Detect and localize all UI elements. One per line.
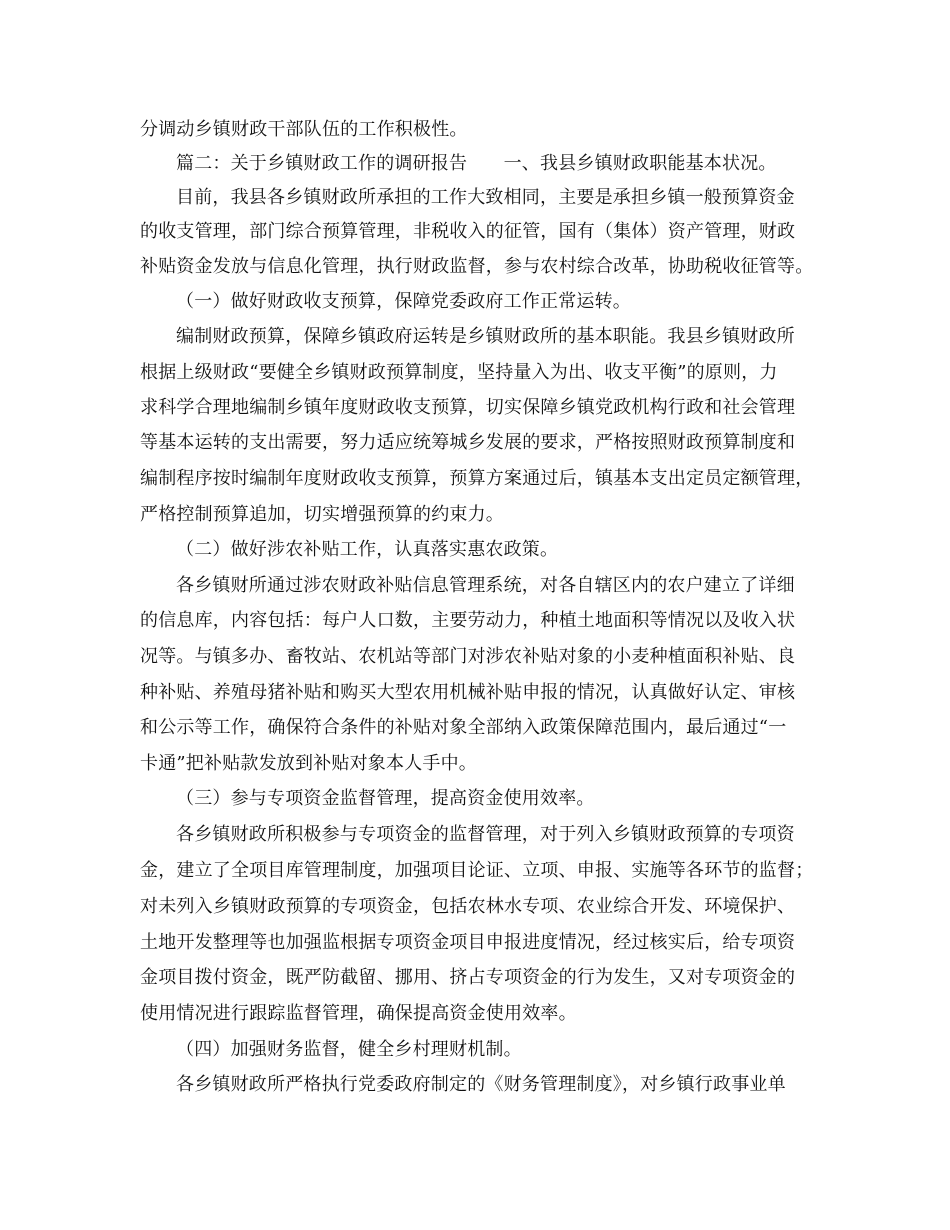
body-text-line: 的收支管理，部门综合预算管理，非税收入的征管，国有（集体）资产管理，财政	[140, 221, 796, 242]
subheading-3: （三）参与专项资金监督管理，提高资金使用效率。	[176, 788, 595, 809]
paragraph-first-line: 各乡镇财所通过涉农财政补贴信息管理系统，对各自辖区内的农户建立了详细	[176, 575, 795, 596]
paragraph-first-line: 目前，我县各乡镇财政所承担的工作大致相同，主要是承担乡镇一般预算资金	[176, 187, 795, 208]
paragraph-first-line: 各乡镇财政所严格执行党委政府制定的《财务管理制度》，对乡镇行政事业单	[176, 1074, 786, 1095]
body-text-line: 等基本运转的支出需要，努力适应统筹城乡发展的要求，严格按照财政预算制度和	[140, 432, 796, 453]
section-title-line: 篇二：关于乡镇财政工作的调研报告 一、我县乡镇财政职能基本状况。	[176, 153, 777, 174]
body-text-line: 金，建立了全项目库管理制度，加强项目论证、立项、申报、实施等各环节的监督；	[140, 860, 814, 881]
body-text-line: 分调动乡镇财政干部队伍的工作积极性。	[140, 119, 468, 140]
body-text-line: 卡通”把补贴款发放到补贴对象本人手中。	[140, 753, 478, 774]
subheading-1: （一）做好财政收支预算，保障党委政府工作正常运转。	[176, 291, 631, 312]
body-text-line: 土地开发整理等也加强监根据专项资金项目申报进度情况，经过核实后，给专项资	[140, 932, 796, 953]
body-text-line: 对未列入乡镇财政预算的专项资金，包括农林水专项、农业综合开发、环境保护、	[140, 896, 796, 917]
body-text-line: 况等。与镇多办、畜牧站、农机站等部门对涉农补贴对象的小麦种植面积补贴、良	[140, 646, 796, 667]
body-text-line: 编制程序按时编制年度财政收支预算，预算方案通过后，镇基本支出定员定额管理，	[140, 468, 814, 489]
body-text-line: 使用情况进行跟踪监督管理，确保提高资金使用效率。	[140, 1003, 577, 1024]
body-text-line: 的信息库，内容包括：每户人口数，主要劳动力，种植土地面积等情况以及收入状	[140, 610, 796, 631]
paragraph-first-line: 各乡镇财政所积极参与专项资金的监督管理，对于列入乡镇财政预算的专项资	[176, 824, 795, 845]
paragraph-first-line: 编制财政预算，保障乡镇政府运转是乡镇财政所的基本职能。我县乡镇财政所	[176, 326, 795, 347]
body-text-line: 和公示等工作，确保符合条件的补贴对象全部纳入政策保障范围内，最后通过“一	[140, 717, 787, 738]
body-text-line: 补贴资金发放与信息化管理，执行财政监督，参与农村综合改革，协助税收征管等。	[140, 256, 814, 277]
subheading-4: （四）加强财务监督，健全乡村理财机制。	[176, 1039, 522, 1060]
subheading-2: （二）做好涉农补贴工作，认真落实惠农政策。	[176, 539, 559, 560]
body-text-line: 金项目拨付资金，既严防截留、挪用、挤占专项资金的行为发生，又对专项资金的	[140, 967, 796, 988]
body-text-line: 根据上级财政“要健全乡镇财政预算制度，坚持量入为出、收支平衡”的原则，力	[140, 362, 778, 383]
body-text-line: 种补贴、养殖母猪补贴和购买大型农用机械补贴申报的情况，认真做好认定、审核	[140, 682, 796, 703]
body-text-line: 求科学合理地编制乡镇年度财政收支预算，切实保障乡镇党政机构行政和社会管理	[140, 397, 796, 418]
body-text-line: 严格控制预算追加，切实增强预算的约束力。	[140, 504, 504, 525]
